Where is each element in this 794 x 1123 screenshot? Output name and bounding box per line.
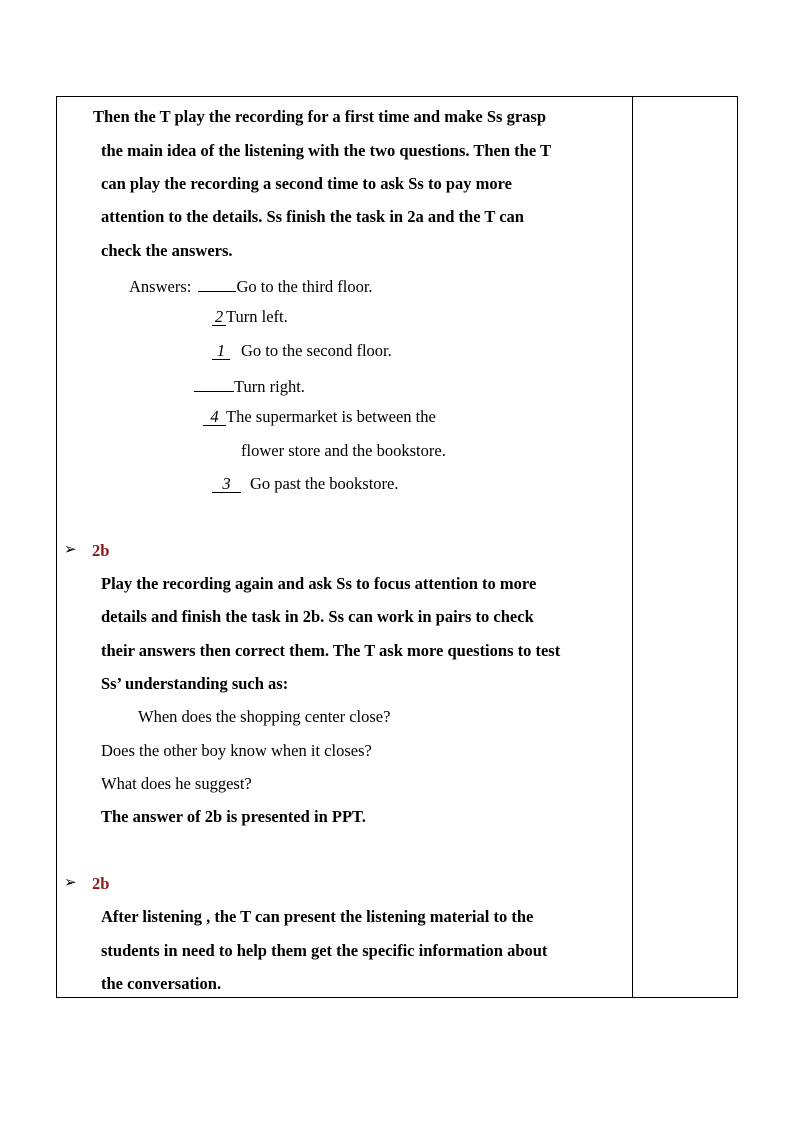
answer-text: Go to the third floor. xyxy=(236,277,373,296)
answer-text: Go to the second floor. xyxy=(241,341,392,360)
answer-text: Go past the bookstore. xyxy=(250,474,399,493)
answer-blank: 4 xyxy=(203,408,226,426)
s2-line-4: Ss’ understanding such as: xyxy=(101,674,289,693)
answer-row-1 xyxy=(129,274,373,297)
s1-line-3: can play the recording a second time to ask Ss to pay more xyxy=(101,174,512,193)
s3-line-1: After listening , the T can present the listening material to the xyxy=(101,907,534,926)
s2-line-2: details and finish the task in 2b. Ss can work in pairs to check xyxy=(101,607,534,626)
bullet-arrow-icon: ➢ xyxy=(64,542,77,558)
s2-line-3: their answers then correct them. The T ask more questions to test xyxy=(101,641,561,660)
s3-line-3: the conversation. xyxy=(101,974,222,993)
section2-heading: 2b xyxy=(92,541,110,560)
question-2: Does the other boy know when it closes? xyxy=(101,741,372,760)
s1-line-5: check the answers. xyxy=(101,241,233,260)
answer-blank: 3 xyxy=(212,475,241,493)
section3-heading: 2b xyxy=(92,874,110,893)
answer-text: Turn right. xyxy=(234,377,305,396)
s1-line-2: the main idea of the listening with the two questions. Then the T xyxy=(101,141,551,160)
column-divider xyxy=(632,97,633,997)
answer-row-6: flower store and the bookstore. xyxy=(241,441,446,460)
answers-label: Answers: xyxy=(129,277,192,296)
answer-row-3 xyxy=(212,341,392,361)
bullet-arrow-icon: ➢ xyxy=(64,875,77,891)
s1-line-1: Then the T play the recording for a first time and make Ss grasp xyxy=(93,107,547,126)
answer-blank xyxy=(198,274,236,292)
answer-text: The supermarket is between the xyxy=(226,407,436,426)
question-1: When does the shopping center close? xyxy=(138,707,391,726)
answer-row-4 xyxy=(194,374,305,397)
answer-text: Turn left. xyxy=(226,307,288,326)
s2-conclusion: The answer of 2b is presented in PPT. xyxy=(101,807,366,826)
question-3: What does he suggest? xyxy=(101,774,252,793)
answer-blank: 2 xyxy=(212,308,226,326)
s2-line-1: Play the recording again and ask Ss to focus attention to more xyxy=(101,574,537,593)
answer-row-5 xyxy=(203,407,436,427)
lesson-table xyxy=(56,96,738,998)
s1-line-4: attention to the details. Ss finish the task in 2a and the T can xyxy=(101,207,524,226)
s3-line-2: students in need to help them get the specific information about xyxy=(101,941,548,960)
answer-row-2 xyxy=(212,307,288,327)
answer-blank: 1 xyxy=(212,342,230,360)
answer-row-7 xyxy=(212,474,398,494)
answer-blank xyxy=(194,374,234,392)
